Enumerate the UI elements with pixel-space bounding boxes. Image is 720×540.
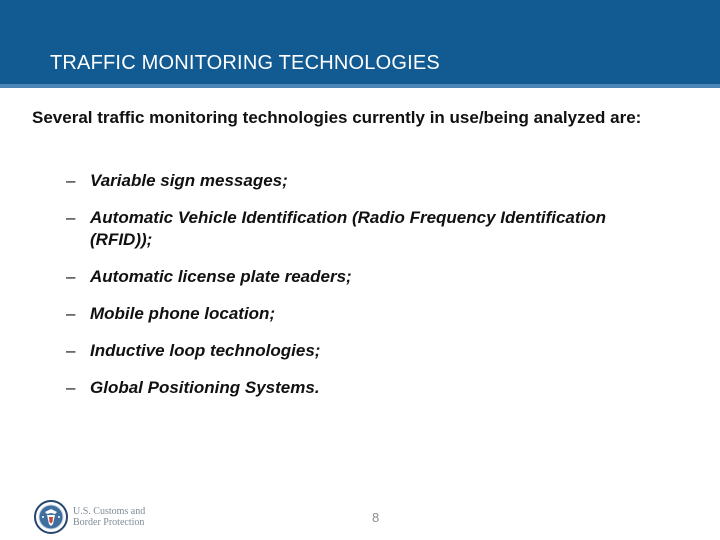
technology-label: Mobile phone location; — [90, 304, 276, 323]
agency-name-line-2: Border Protection — [73, 517, 145, 528]
agency-name — [73, 506, 145, 528]
technology-list-item — [66, 377, 646, 399]
agency-logo — [34, 500, 145, 534]
technology-list-item — [66, 340, 646, 362]
technology-label: Inductive loop technologies; — [90, 341, 321, 360]
bullet-dash: – — [66, 304, 76, 323]
technology-list — [66, 170, 646, 414]
header-divider — [0, 84, 720, 88]
bullet-dash: – — [66, 208, 76, 227]
bullet-dash: – — [66, 267, 76, 286]
technology-label: Global Positioning Systems. — [90, 378, 320, 397]
agency-name-line-1: U.S. Customs and — [73, 506, 146, 517]
bullet-dash: – — [66, 341, 76, 360]
technology-label: Variable sign messages; — [90, 171, 288, 190]
technology-list-item — [66, 266, 646, 288]
dhs-seal-icon — [34, 500, 68, 534]
technology-label: Automatic Vehicle Identification (Radio Frequency Identification (RFID)); — [90, 208, 607, 249]
slide-header-bar — [0, 0, 720, 84]
technology-list-item — [66, 170, 646, 192]
bullet-dash: – — [66, 378, 76, 397]
slide-title: TRAFFIC MONITORING TECHNOLOGIES — [50, 52, 440, 74]
technology-list-item — [66, 207, 646, 251]
technology-list-item — [66, 303, 646, 325]
bullet-dash: – — [66, 171, 76, 190]
page-number: 8 — [372, 510, 380, 525]
slide-intro-text: Several traffic monitoring technologies currently in use/being analyzed are: — [32, 108, 642, 127]
technology-label: Automatic license plate readers; — [90, 267, 352, 286]
